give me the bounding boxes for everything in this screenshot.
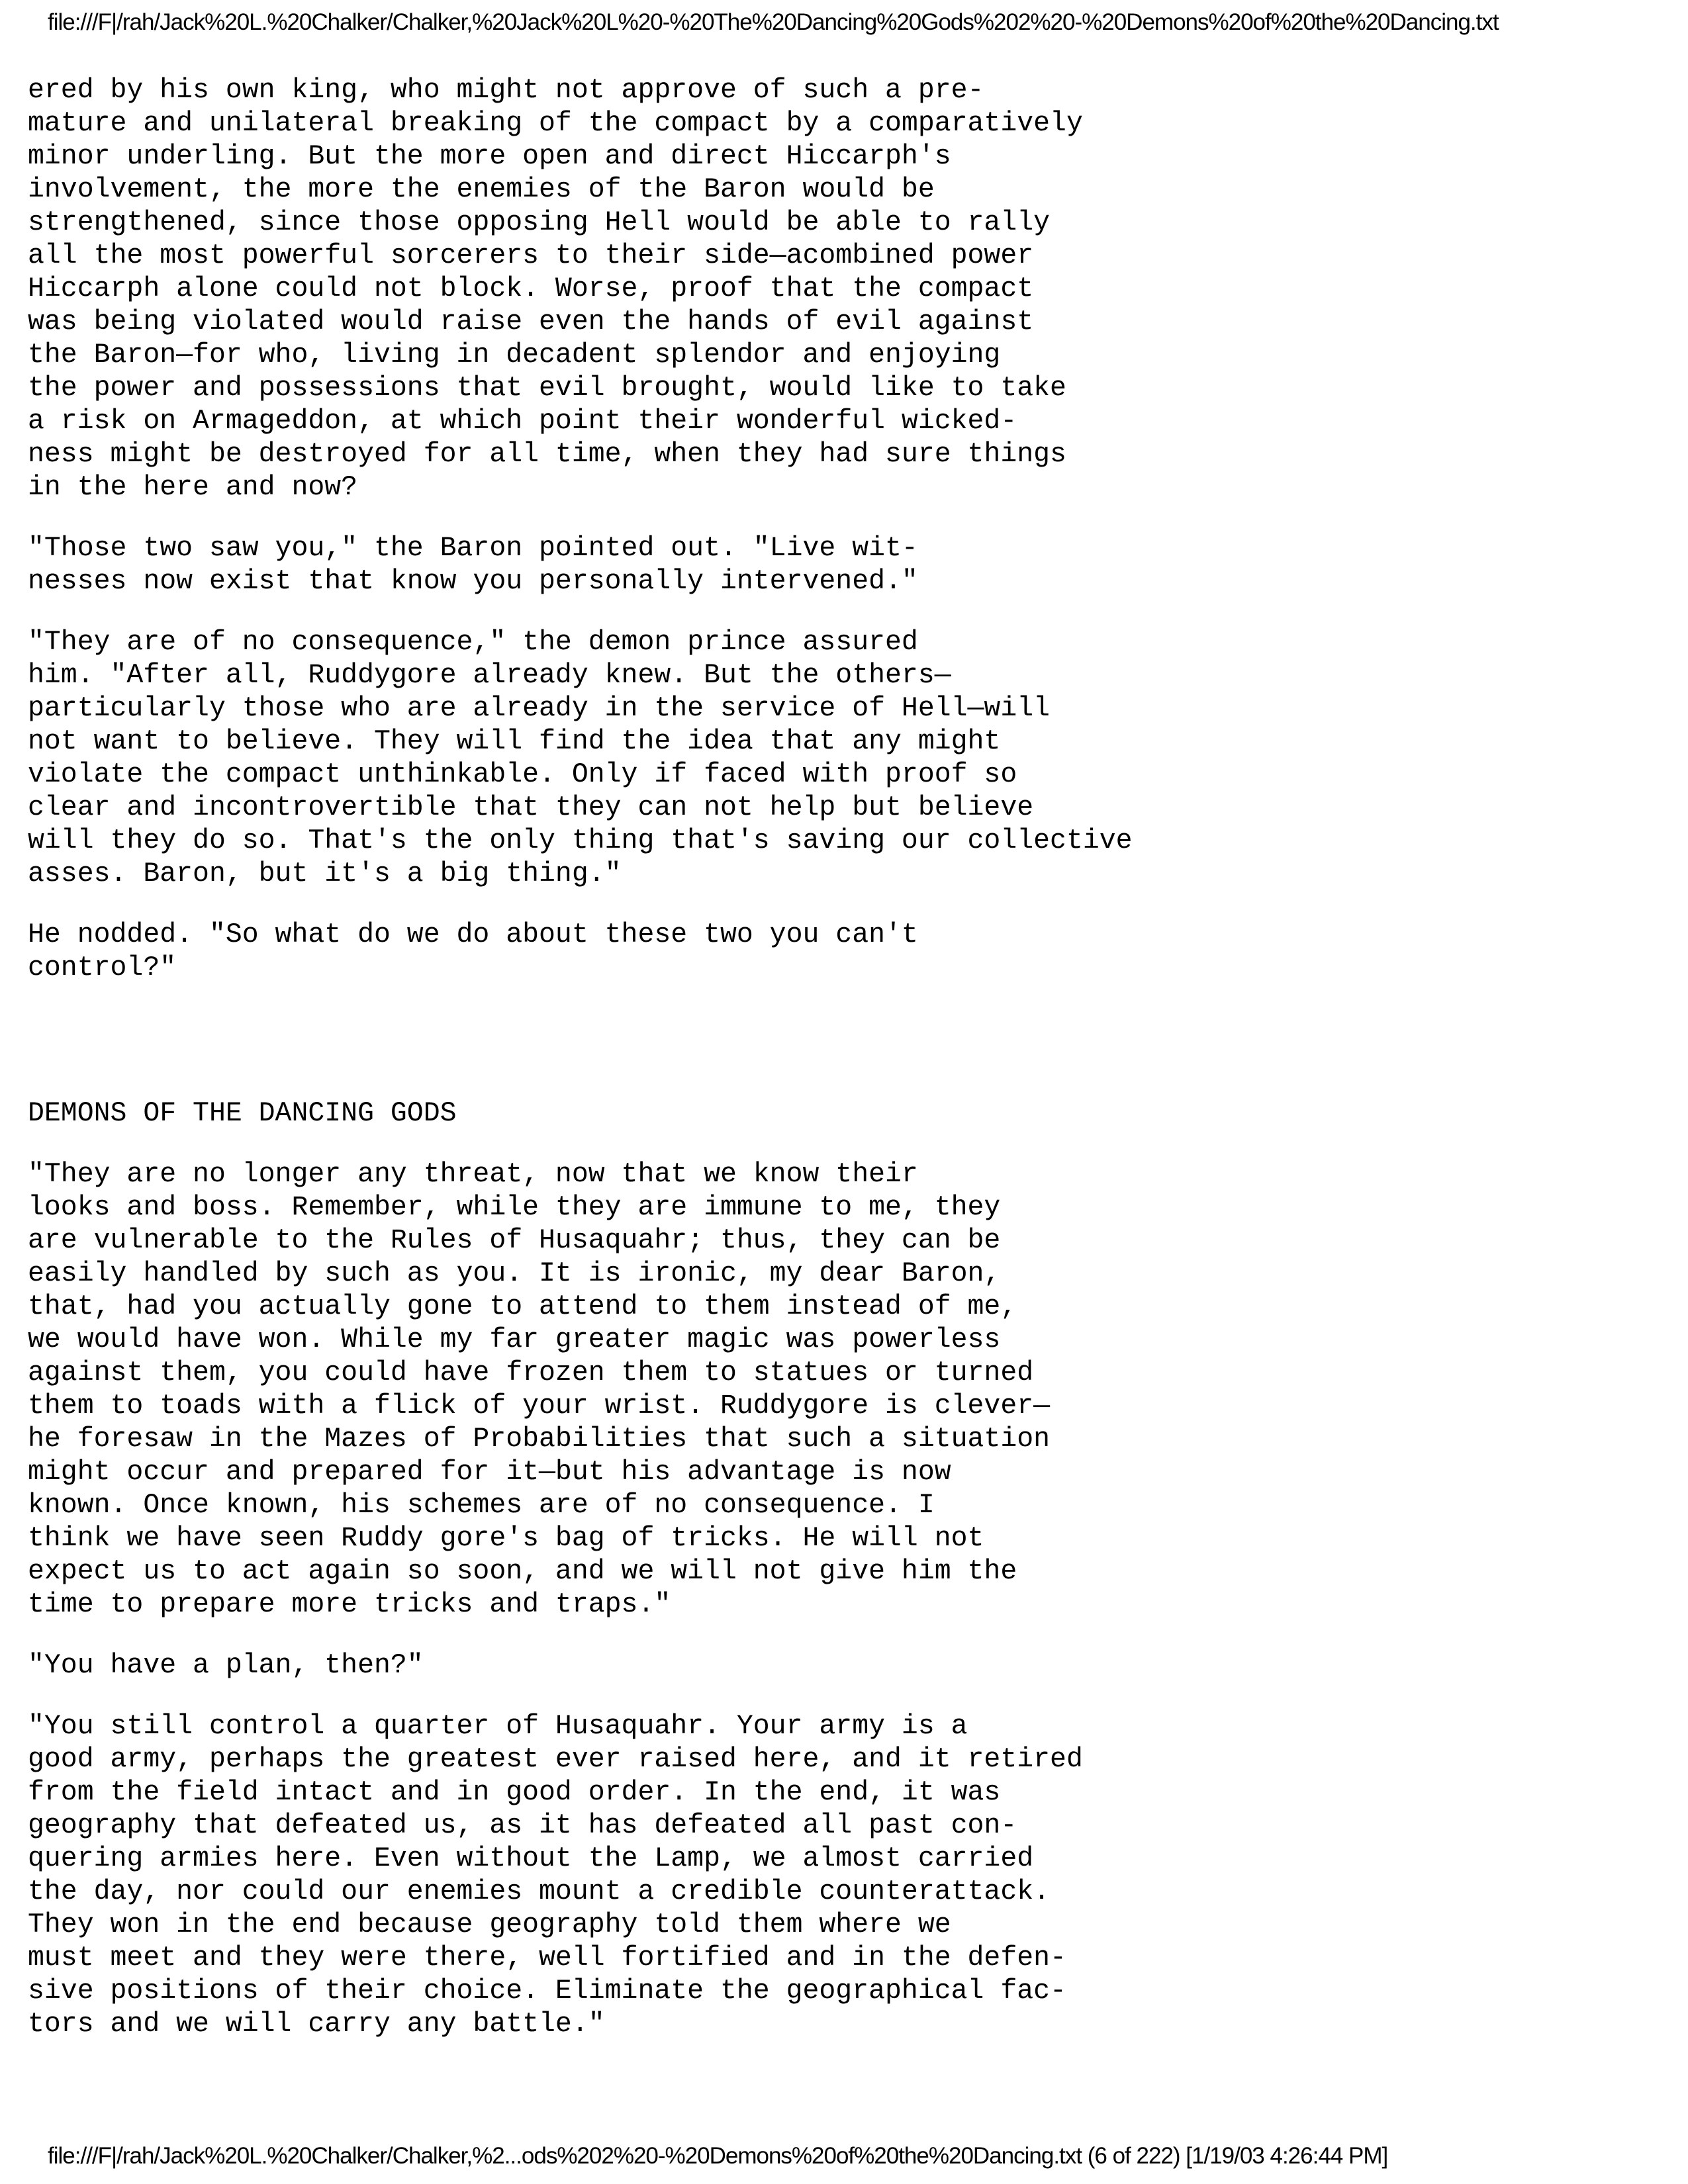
paragraph: "Those two saw you," the Baron pointed out. "Live wit- nesses now exist that know you personally intervened."	[28, 533, 918, 597]
paragraph: He nodded. "So what do we do about these two you can't control?"	[28, 919, 918, 983]
paragraph: "They are of no consequence," the demon prince assured him. "After all, Ruddygore already knew. But the others— particularly those who are already in the service of Hell—will not want to believe. They will find the idea that any might violate the compact unthinkable. Only if faced with proof so clear and incontrovertible that they can not help but believe will they do so. That's the only thing that's saving our collective asses. Baron, but it's a big thing."	[28, 627, 1133, 889]
page-header-url: file:///F|/rah/Jack%20L.%20Chalker/Chalker,%20Jack%20L%20-%20The%20Dancing%20Gods%202%20-%20Demons%20of%20the%20Dancing.txt	[48, 9, 1499, 35]
document-body	[28, 74, 1630, 2069]
paragraph: ered by his own king, who might not approve of such a pre- mature and unilateral breaking of the compact by a comparatively minor underling. But the more open and direct Hiccarph's involvement, the more the enemies of the Baron would be strengthened, since those opposing Hell would be able to rally all the most powerful sorcerers to their side—acombined power Hiccarph alone could not block. Worse, proof that the compact was being violated would raise even the hands of evil against the Baron—for who, living in decadent splendor and enjoying the power and possessions that evil brought, would like to take a risk on Armageddon, at which point their wonderful wicked- ness might be destroyed for all time, when they had sure things in the here and now?	[28, 75, 1083, 503]
running-head-title: DEMONS OF THE DANCING GODS	[28, 1098, 457, 1129]
paragraph: "You still control a quarter of Husaquahr. Your army is a good army, perhaps the greatest ever raised here, and it retired from the field intact and in good order. In the end, it was geography that defeated us, as it has defeated all past con- quering armies here. Even without the Lamp, we almost carried the day, nor could our enemies mount a credible counterattack. They won in the end because geography told them where we must meet and they were there, well fortified and in the defen- sive positions of their choice. Eliminate the geographical fac- tors and we will carry any battle."	[28, 1711, 1083, 2040]
page-footer-url: file:///F|/rah/Jack%20L.%20Chalker/Chalker,%2...ods%202%20-%20Demons%20of%20the%20Dancing.txt (6 of 222) [1/19/03 4:26:44 PM]	[48, 2143, 1388, 2169]
paragraph: "You have a plan, then?"	[28, 1650, 424, 1681]
paragraph: "They are no longer any threat, now that we know their looks and boss. Remember, while they are immune to me, they are vulnerable to the Rules of Husaquahr; thus, they can be easily handled by such as you. It is ironic, my dear Baron, that, had you actually gone to attend to them instead of me, we would have won. While my far greater magic was powerless against them, you could have frozen them to statues or turned them to toads with a flick of your wrist. Ruddygore is clever— he foresaw in the Mazes of Probabilities that such a situation might occur and prepared for it—but his advantage is now known. Once known, his schemes are of no consequence. I think we have seen Ruddy gore's bag of tricks. He will not expect us to act again so soon, and we will not give him the time to prepare more tricks and traps."	[28, 1159, 1051, 1620]
